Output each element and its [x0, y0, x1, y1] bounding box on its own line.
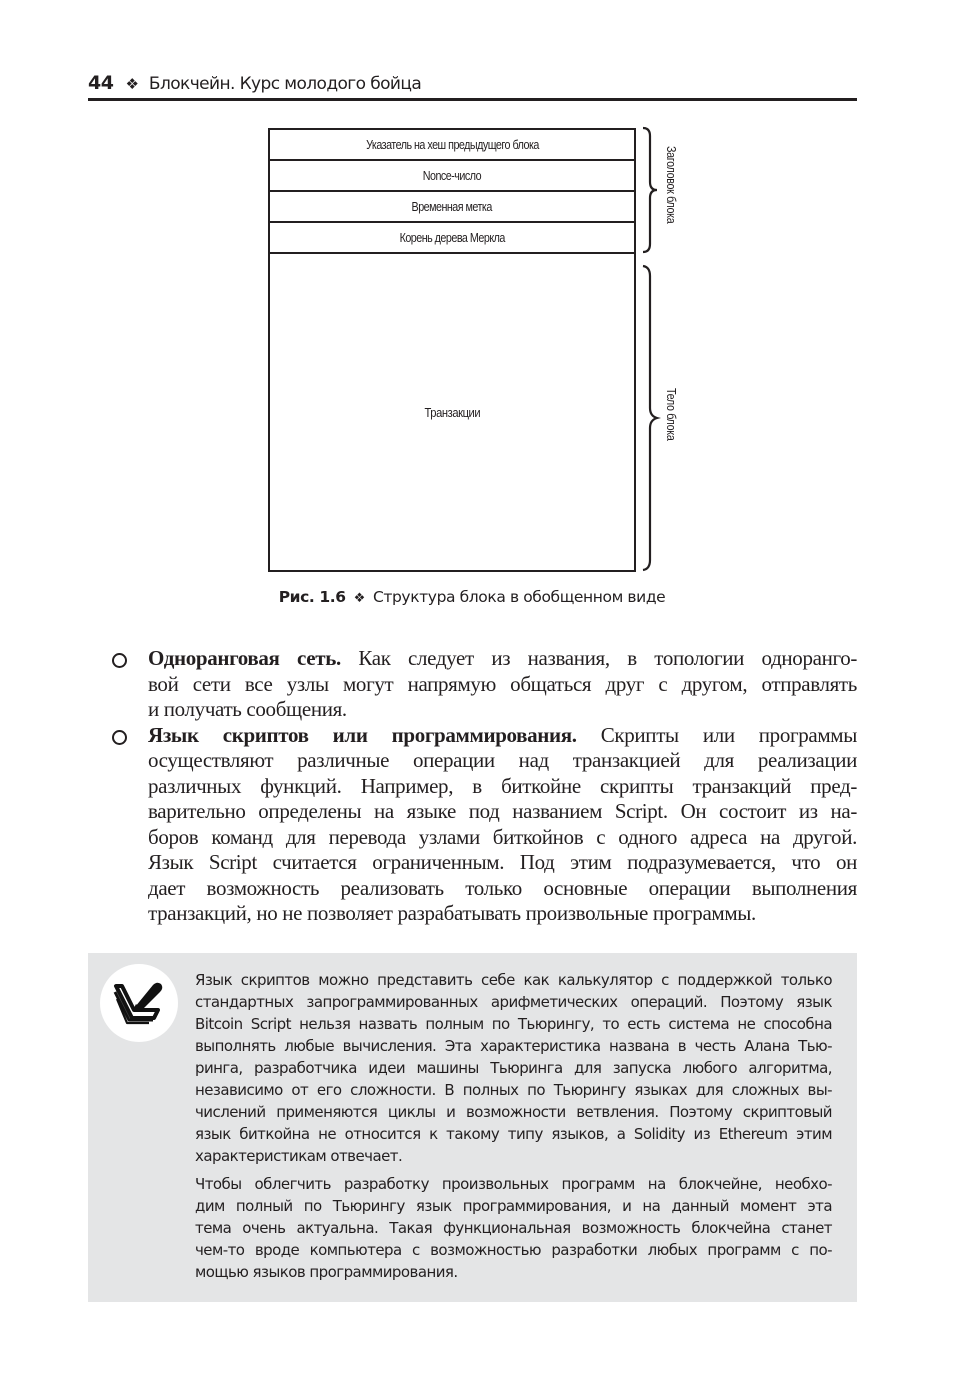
header-field-prev-hash — [270, 130, 634, 161]
text-line: дим полный по Тьюрингу язык программирования, и на данный момент эта — [195, 1197, 832, 1215]
bullet-list — [112, 646, 857, 927]
pen-on-paper-icon — [113, 980, 165, 1026]
figure-number: Рис. 1.6 — [278, 588, 346, 606]
note-paragraph-1 — [195, 969, 832, 1167]
text-line: характеристикам отвечает. — [195, 1147, 403, 1165]
text-line: Язык Script считается ограниченным. Под этим подразумевается, что он — [148, 850, 857, 874]
header-field-nonce — [270, 161, 634, 192]
text-line: чем-то вроде компьютера с возможностью разработки любых программ с по- — [195, 1241, 832, 1259]
ornament-separator-icon: ❖ — [125, 75, 139, 93]
text-line: ринга, разработчика идеи машины Тьюринга для запуска любого алгоритма, — [195, 1059, 832, 1077]
note-badge — [100, 964, 178, 1042]
text-line: числений применяются циклы и возможности ветвления. Поэтому скриптовый — [195, 1103, 832, 1121]
list-item-scripting-language — [112, 723, 857, 927]
note-paragraph-2 — [195, 1173, 832, 1283]
body-brace-icon — [640, 264, 662, 572]
text-line: тема очень актуальна. Такая функциональная возможность блокчейна станет — [195, 1219, 832, 1237]
body-brace-label: Тело блока — [664, 388, 678, 441]
header-brace-icon — [640, 126, 662, 254]
field-label: Корень дерева Меркла — [399, 230, 505, 245]
text-span: Скрипты или программы — [576, 722, 857, 747]
text-line: и получать сообщения. — [148, 697, 347, 721]
text-line: транзакций, но не позволяет разрабатывать произвольные программы. — [148, 901, 756, 925]
header-field-timestamp — [270, 192, 634, 223]
running-header — [88, 70, 857, 101]
figure-caption — [0, 588, 944, 606]
text-line: стандартных запрограммированных арифметических операций. Поэтому язык — [195, 993, 832, 1011]
text-line: дает возможность реализовать только основные операции выполнения — [148, 875, 857, 900]
text-line — [148, 723, 857, 749]
header-brace-label: Заголовок блока — [664, 146, 678, 224]
text-line: варительно определены на языке под названием Script. Он состоит из на- — [148, 799, 857, 823]
text-line: мощью языков программирования. — [195, 1263, 458, 1281]
figure-caption-text: Структура блока в обобщенном виде — [372, 588, 666, 606]
text-line: Язык скриптов можно представить себе как калькулятор с поддержкой только — [195, 971, 832, 989]
text-line — [148, 646, 857, 672]
text-span: Как следует из названия, в топологии одноранго- — [340, 646, 857, 670]
text-line: выполнять любые вычисления. Эта характеристика названа в честь Алана Тью- — [195, 1037, 832, 1055]
circle-bullet-icon — [112, 730, 127, 745]
list-item-p2p-network — [112, 646, 857, 723]
field-label: Временная метка — [411, 199, 493, 214]
text-line: Bitcoin Script нельзя назвать полным по Тьюрингу, то есть система не способна — [195, 1015, 832, 1033]
term: Одноранговая сеть. — [148, 646, 341, 670]
ornament-separator-icon: ❖ — [353, 591, 365, 606]
term: Язык скриптов или программирования. — [148, 722, 577, 747]
note-text — [195, 969, 832, 1289]
note-box — [88, 953, 857, 1302]
body-field-transactions — [270, 254, 634, 570]
text-line: вой сети все узлы могут напрямую общаться друг с другом, отправлять — [148, 671, 857, 696]
text-line: независимо от его сложности. В полных по Тьюрингу языках для сложных вы- — [195, 1081, 832, 1099]
text-line: различных функций. Например, в биткойне скрипты транзакций пред- — [148, 773, 857, 798]
field-label: Транзакции — [424, 404, 480, 420]
circle-bullet-icon — [112, 653, 127, 668]
text-line: боров команд для перевода узлами биткойнов с одного адреса на другой. — [148, 824, 857, 849]
text-line: осуществляют различные операции над транзакцией для реализации — [148, 748, 857, 772]
block-structure-diagram — [268, 128, 636, 572]
field-label: Nonce-число — [422, 168, 482, 183]
page-number: 44 — [88, 72, 114, 94]
header-field-merkle-root — [270, 223, 634, 254]
text-line: язык биткойна не относится к такому типу языков, а Solidity из Ethereum этим — [195, 1125, 832, 1143]
text-line: Чтобы облегчить разработку произвольных программ на блокчейне, необхо- — [195, 1175, 832, 1193]
field-label: Указатель на хеш предыдущего блока — [365, 137, 539, 152]
book-title: Блокчейн. Курс молодого бойца — [148, 74, 422, 94]
